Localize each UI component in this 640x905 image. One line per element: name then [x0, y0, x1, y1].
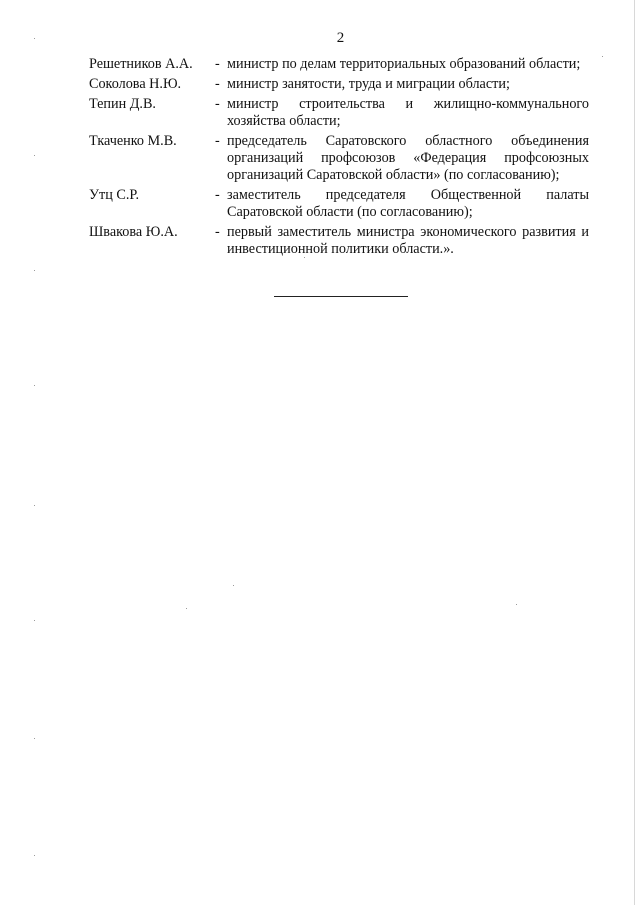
member-dash: - [215, 133, 220, 149]
member-name: Ткаченко М.В. [89, 133, 177, 149]
member-role: первый заместитель министра экономического развития и инвестиционной политики области.». [227, 224, 589, 257]
member-entry [89, 133, 589, 184]
scan-speck [34, 38, 35, 39]
separator-line [274, 296, 408, 297]
member-name: Швакова Ю.А. [89, 224, 178, 240]
member-entry [89, 96, 589, 130]
member-role: министр строительства и жилищно-коммунального хозяйства области; [227, 96, 589, 129]
scan-speck [233, 585, 234, 586]
member-name: Тепин Д.В. [89, 96, 156, 112]
member-list [89, 56, 589, 261]
member-role: министр занятости, труда и миграции области; [227, 76, 510, 92]
member-dash: - [215, 187, 220, 203]
scan-speck [34, 738, 35, 739]
scan-speck [304, 257, 305, 258]
member-dash: - [215, 96, 220, 112]
member-entry [89, 76, 589, 93]
scan-speck [34, 385, 35, 386]
scan-speck [34, 155, 35, 156]
scan-speck [34, 855, 35, 856]
member-dash: - [215, 56, 220, 72]
member-entry [89, 56, 589, 73]
member-role: министр по делам территориальных образований области; [227, 56, 581, 72]
member-name: Решетников А.А. [89, 56, 193, 72]
member-name: Утц С.Р. [89, 187, 140, 203]
scan-speck [34, 270, 35, 271]
scan-speck [602, 56, 603, 57]
member-dash: - [215, 224, 220, 240]
member-role: председатель Саратовского областного объединения организаций профсоюзов «Федерация профсоюзных организаций Саратовской области» (по согласованию); [227, 133, 589, 183]
member-name: Соколова Н.Ю. [89, 76, 182, 92]
scan-speck [186, 608, 187, 609]
scan-speck [34, 505, 35, 506]
page-number: 2 [336, 30, 345, 46]
member-entry [89, 224, 589, 258]
member-role: заместитель председателя Общественной палаты Саратовской области (по согласованию); [227, 187, 589, 220]
scan-speck [516, 604, 517, 605]
member-entry [89, 187, 589, 221]
page-edge [634, 0, 635, 905]
member-dash: - [215, 76, 220, 92]
scan-speck [34, 620, 35, 621]
